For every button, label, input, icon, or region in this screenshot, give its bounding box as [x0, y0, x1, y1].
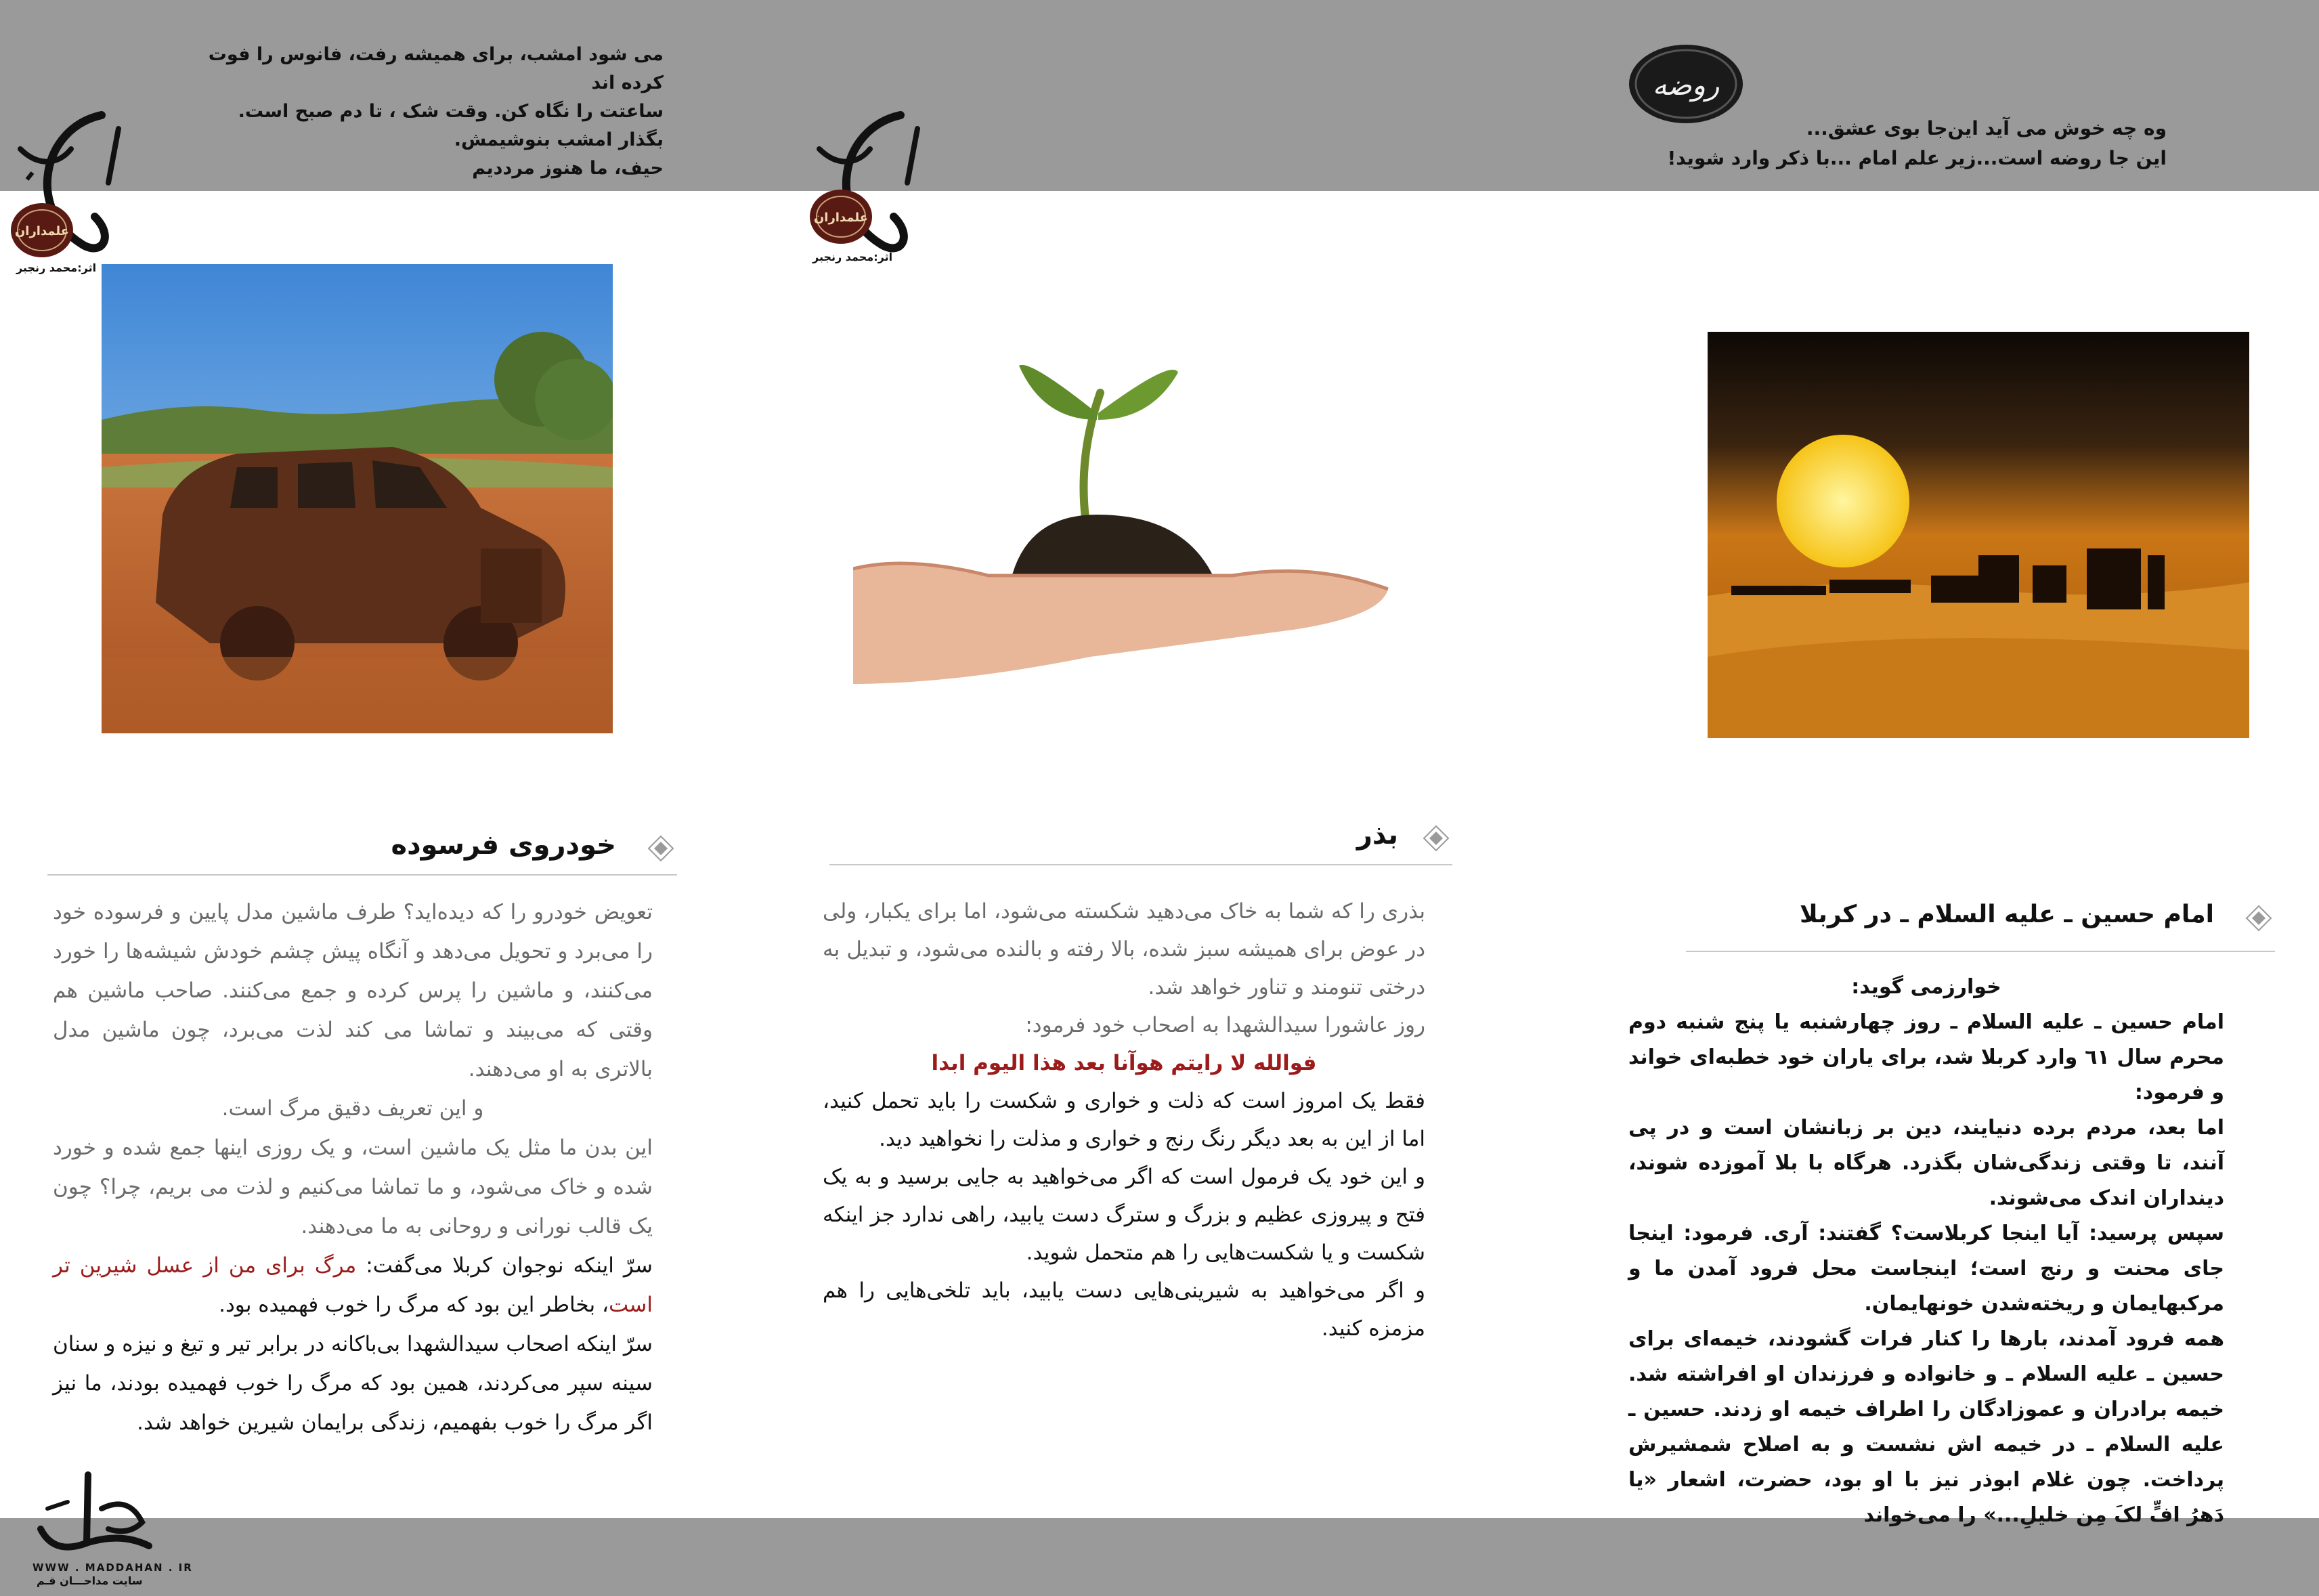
seal-text: علمداران	[14, 224, 70, 238]
karbala-article-body	[1628, 970, 2224, 1533]
paragraph: سرّ اینکه اصحاب سیدالشهدا بی‌باکانه در برابر تیر و تیغ و نیزه و سنان سینه سپر می‌کردند، همین بود که مرگ را خوب فهمیده بودند، ما نیز اگر مرگ را خوب بفهمیم، زندگی برایمان شیرین خواهد شد.	[53, 1332, 653, 1435]
hand-sprout-photo	[853, 332, 1395, 687]
section-title: بذر	[1356, 819, 1398, 850]
brand-logo-left	[0, 102, 142, 284]
paragraph: روز عاشورا سیدالشهدا به اصحاب خود فرمود:	[1025, 1013, 1425, 1037]
section-rule	[47, 874, 677, 876]
paragraph: سپس پرسید: آیا اینجا کربلاست؟ گفتند: آری. فرمود: اینجا جای محنت و رنج است؛ اینجاست محل فرود آمدن ما و مرکبهایمان و ریخته‌شدن خونهایمان.	[1628, 1222, 2224, 1316]
diamond-bullet-icon	[647, 835, 674, 862]
section-header-karbala	[1686, 901, 2275, 941]
header-rowza-line: این جا روضه است...زیر علم امام ...با ذکر وارد شوید!	[1667, 147, 2167, 169]
seed-article-body	[823, 892, 1425, 1347]
header-poem-line: ساعتت را نگاه کن. وقت شک ، تا دم صبح است.	[238, 101, 664, 122]
desert-caravan-photo	[1708, 332, 2249, 738]
logo-credit: اثر:محمد رنجبر	[16, 261, 97, 274]
logo-credit: اثر:محمد رنجبر	[812, 251, 893, 263]
header-poem	[169, 41, 664, 183]
paragraph	[53, 1246, 653, 1324]
highlight-quote: فوالله لا رایتم هوآنا بعد هذا الیوم ابدا	[931, 1051, 1317, 1075]
header-poem-line: بگذار امشب بنوشیمش.	[454, 129, 664, 150]
paragraph: و این خود یک فرمول است که اگر می‌خواهید به جایی برسید و به یک فتح و پیروزی عظیم و بزرگ و سترگ دست یابید، راهی ندارد جز اینکه شکست و یا شکست‌هایی را هم متحمل شوید.	[823, 1165, 1425, 1265]
highlight-quote: مرگ برای من از عسل شیرین تر است	[53, 1253, 653, 1317]
footer-url: WWW . MADDAHAN . IR	[32, 1561, 193, 1574]
header-poem-line: حیف، ما هنوز مردديم	[472, 158, 664, 179]
paragraph: همه فرود آمدند، بارها را کنار فرات گشودند، خیمه‌ای برای حسین ـ علیه السلام ـ و خانواده و فرزندان او افراشته شد. خیمه برادران و عموزادگان را اطراف خیمه او زدند. حسین ـ علیه السلام ـ در خیمه اش نشست و به اصلاح شمشیرش پرداخت. چون غلام ابوذر نیز با او بود، حضرت، اشعار «یا دَهرُ افٍّ لکَ مِن خلیلِ...» را می‌خواند	[1628, 1327, 2224, 1527]
maddahan-logo	[27, 1468, 193, 1590]
paragraph: و اگر می‌خواهید به شیرینی‌هایی دست یابید، باید تلخی‌هایی را هم مزمزه کنید.	[823, 1278, 1425, 1341]
section-rule	[829, 864, 1452, 865]
section-title: خودروی فرسوده	[391, 829, 616, 861]
header-poem-line: می شود امشب، برای همیشه رفت، فانوس را فوت کرده اند	[208, 44, 664, 93]
paragraph: و این تعریف دقیق مرگ است.	[221, 1096, 484, 1121]
header-rowza-line: وه چه خوش می آید این‌جا بوی عشق...	[1806, 117, 2167, 139]
section-title: امام حسین ـ علیه السلام ـ در کربلا	[1800, 901, 2214, 928]
brand-calligraphy-icon	[0, 102, 142, 284]
paragraph-text: سرّ اینکه نوجوان کربلا می‌گفت:	[356, 1253, 653, 1278]
rusty-car-photo	[102, 264, 613, 733]
diamond-bullet-icon	[2245, 905, 2272, 932]
paragraph: تعویض خودرو را که دیده‌اید؟ طرف ماشین مدل پایین و فرسوده خود را می‌برد و تحویل می‌دهد و آنگاه پیش چشم خودش شیشه‌ها را خورد می‌کنند، و ماشین را پرس کرده و جمع می‌کنند. صاحب ماشین هم وقتی که می‌بیند و تماشا می کند لذت می‌برد، چون ماشین مدل بالاتری به او می‌دهند.	[53, 900, 653, 1081]
car-article-body	[53, 892, 653, 1442]
paragraph: خوارزمی گوید:	[1851, 975, 2001, 999]
section-rule	[1686, 951, 2275, 952]
paragraph: بذری را که شما به خاک می‌دهید شکسته می‌شود، اما برای یکبار، ولی در عوض برای همیشه سبز شده، بالا رفته و بالنده می‌شود، و تبدیل به درختی تنومند و تناور خواهد شد.	[823, 899, 1425, 999]
footer-subtitle: سایت مداحـــان قـم	[37, 1574, 143, 1587]
rowza-badge-text: روضه	[1652, 68, 1720, 102]
section-header-seed	[829, 819, 1452, 860]
paragraph: امام حسین ـ علیه السلام ـ روز چهارشنبه یا پنج شنبه دوم محرم سال ٦١ وارد کربلا شد، برای یاران خود خطبه‌ای خواند و فرمود:	[1628, 1010, 2224, 1104]
paragraph: این بدن ما مثل یک ماشین است، و یک روزی اینها جمع شده و خورد شده و خاک می‌شود، و ما تماشا می‌کنیم و لذت می بریم، چرا؟ چون یک قالب نورانی و روحانی به ما می‌دهند.	[53, 1136, 653, 1238]
rowza-badge-logo	[1626, 42, 1746, 126]
maddahan-calligraphy-icon	[27, 1468, 176, 1563]
paragraph-text: ، بخاطر این بود که مرگ را خوب فهمیده بود.	[219, 1293, 609, 1317]
brand-logo-center	[799, 102, 941, 284]
paragraph: اما بعد، مردم برده دنیایند، دین بر زبانشان است و در پی آنند، تا وقتی زندگی‌شان بگذرد. هرگاه با بلا آموزده شوند، دینداران اندک می‌شوند.	[1628, 1116, 2224, 1210]
paragraph: فقط یک امروز است که ذلت و خواری و شکست را باید تحمل کنید، اما از این به بعد دیگر رنگ رنج و خواری و مذلت را نخواهید دید.	[823, 1089, 1425, 1151]
section-header-car	[47, 829, 677, 870]
seal-text: علمداران	[813, 211, 869, 225]
diamond-bullet-icon	[1423, 825, 1450, 852]
